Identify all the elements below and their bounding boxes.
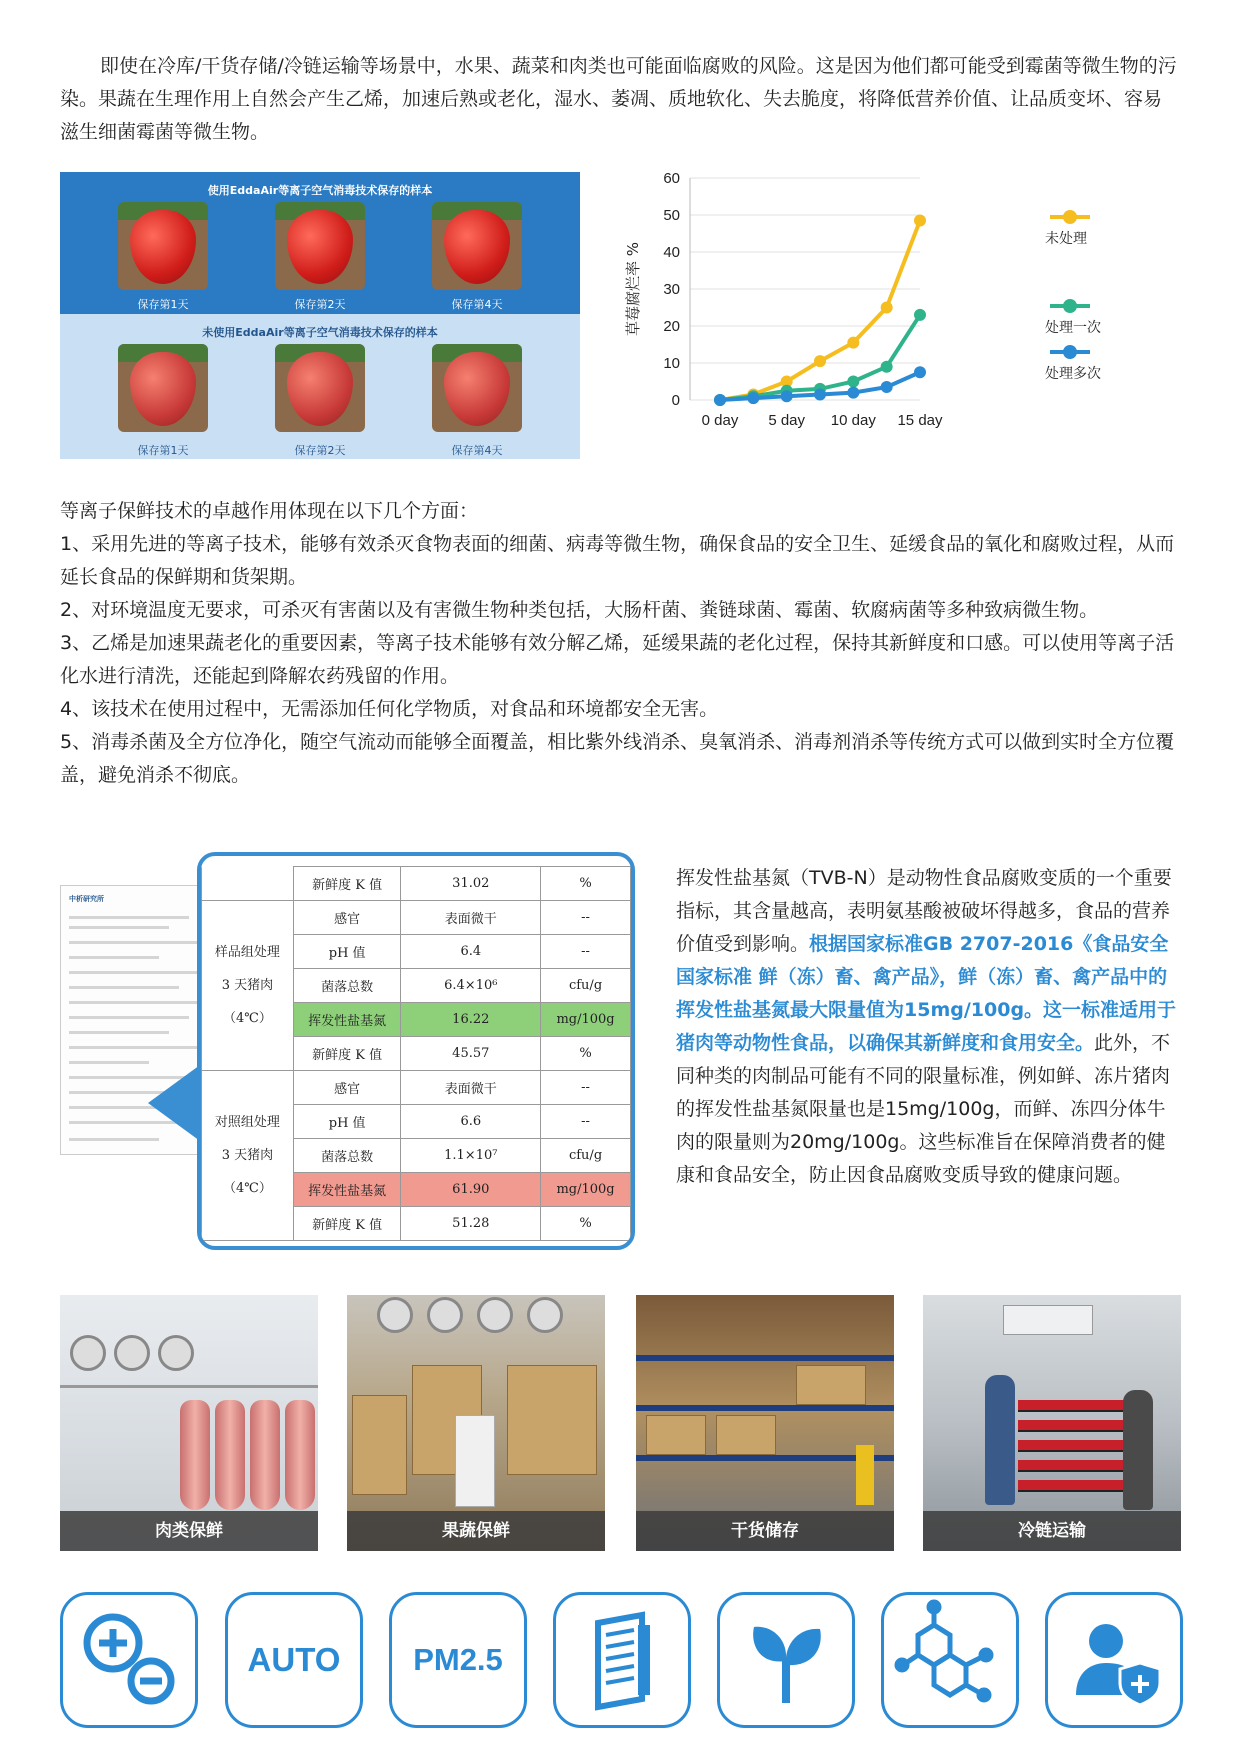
x-tick-label: 10 day (830, 412, 876, 429)
group-label-control (202, 1071, 294, 1241)
table-cell: 菌落总数 (293, 1139, 401, 1173)
y-tick-label: 30 (663, 281, 680, 298)
photo-caption: 冷链运输 (923, 1511, 1181, 1551)
strawberry-image (118, 202, 208, 290)
y-tick-label: 50 (663, 207, 680, 224)
tvbn-detail: 此外，不同种类的肉制品可能有不同的限量标准，例如鲜、冻片猪肉的挥发性盐基氮限量也是15mg/100g，而鲜、冻四分体牛肉的限量则为20mg/100g。这些标准旨在保障消费者的健康和食品安全，防止因食品腐败变质导致的健康问题。 (676, 1032, 1171, 1186)
table-cell: % (541, 1207, 631, 1241)
y-axis-label: 草莓腐烂率 % (624, 241, 642, 337)
data-point (747, 392, 759, 404)
table-cell: mg/100g (541, 1003, 631, 1037)
strawberry-image (275, 202, 365, 290)
y-tick-label: 10 (663, 355, 680, 372)
table-cell: 菌落总数 (293, 969, 401, 1003)
y-tick-label: 60 (663, 170, 680, 187)
photo-dry-goods-storage (636, 1295, 894, 1551)
tvbn-intro: 挥发性盐基氮（TVB-N）是动物性食品腐败变质的一个重要指标，其含量越高，表明氨基酸被破坏得越多，食品的营养价值受到影响。 (676, 867, 1172, 955)
user-shield-icon (1045, 1592, 1183, 1728)
table-cell: 感官 (293, 901, 401, 935)
data-point (914, 366, 926, 378)
group-line: 样品组处理 (214, 945, 280, 960)
day-label: 保存第1天 (137, 444, 189, 457)
treated-panel (60, 172, 580, 314)
table-cell: -- (541, 935, 631, 969)
list-heading: 等离子保鲜技术的卓越作用体现在以下几个方面： (60, 500, 479, 522)
table-cell: -- (541, 1105, 631, 1139)
photo-caption: 果蔬保鲜 (347, 1511, 605, 1551)
table-cell: cfu/g (541, 969, 631, 1003)
list-item: 1、采用先进的等离子技术，能够有效杀灭食物表面的细菌、病毒等微生物，确保食品的安全卫生、延缓食品的氧化和腐败过程，从而延长食品的保鲜期和货架期。 (60, 533, 1175, 588)
legend-marker (1063, 210, 1077, 224)
strawberry-image (118, 344, 208, 432)
legend-marker (1063, 345, 1077, 359)
x-tick-label: 15 day (897, 412, 943, 429)
rot-rate-line-chart (620, 160, 1140, 460)
data-point (881, 302, 893, 314)
benefit-list (60, 528, 1180, 792)
leaf-icon (717, 1592, 855, 1728)
data-point (714, 394, 726, 406)
strawberry-image (275, 344, 365, 432)
table-cell: 挥发性盐基氮 (293, 1003, 401, 1037)
tvbn-text (676, 862, 1181, 1192)
intro-paragraph: 即使在冷库/干货存储/冷链运输等场景中，水果、蔬菜和肉类也可能面临腐败的风险。这是因为他们都可能受到霉菌等微生物的污染。果蔬在生理作用上自然会产生乙烯，加速后熟或老化，湿水、萎凋、质地软化、失去脆度，将降低营养价值、让品质变坏、容易滋生细菌霉菌等微生物。 (60, 55, 1177, 143)
table-cell: 挥发性盐基氮 (293, 1173, 401, 1207)
table-cell: mg/100g (541, 1173, 631, 1207)
y-tick-label: 40 (663, 244, 680, 261)
table-cell: -- (541, 901, 631, 935)
report-logo: 中析研究所 (69, 895, 104, 903)
day-label: 保存第2天 (294, 444, 346, 457)
table-row (202, 867, 631, 901)
table-cell: 51.28 (401, 1207, 541, 1241)
treated-caption: 使用EddaAir等离子空气消毒技术保存的样本 (207, 184, 433, 197)
photo-meat-storage (60, 1295, 318, 1551)
data-point (781, 390, 793, 402)
table-cell: 6.4 (401, 935, 541, 969)
filter-icon (553, 1592, 691, 1728)
photo-caption: 干货储存 (636, 1511, 894, 1551)
table-row (202, 901, 631, 935)
group-line: （4℃） (223, 1181, 272, 1196)
table-cell: pH 值 (293, 935, 401, 969)
group-line: 3 天猪肉 (221, 1148, 274, 1163)
table-cell: 6.4×10⁶ (401, 969, 541, 1003)
data-point (881, 381, 893, 393)
data-point (881, 361, 893, 373)
pointer-arrow (148, 1065, 200, 1141)
table-cell: 31.02 (401, 867, 541, 901)
data-point (847, 337, 859, 349)
photo-caption: 肉类保鲜 (60, 1511, 318, 1551)
strawberry-image (432, 344, 522, 432)
data-point (847, 387, 859, 399)
photo-cold-chain (923, 1295, 1181, 1551)
table-cell: 61.90 (401, 1173, 541, 1207)
group-line: （4℃） (223, 1011, 272, 1026)
untreated-caption: 未使用EddaAir等离子空气消毒技术保存的样本 (202, 326, 438, 339)
y-tick-label: 20 (663, 318, 680, 335)
table-cell: 16.22 (401, 1003, 541, 1037)
x-tick-label: 5 day (768, 412, 806, 429)
table-cell: pH 值 (293, 1105, 401, 1139)
legend-label: 未处理 (1045, 231, 1087, 247)
table-cell: 45.57 (401, 1037, 541, 1071)
data-point (914, 309, 926, 321)
day-label: 保存第4天 (451, 444, 503, 457)
strawberry-comparison (60, 172, 580, 459)
group-label-sample (202, 901, 294, 1071)
table-row (202, 1071, 631, 1105)
table-cell: 感官 (293, 1071, 401, 1105)
auto-label: AUTO (247, 1641, 341, 1678)
data-point (914, 215, 926, 227)
data-point (814, 355, 826, 367)
strawberry-image (432, 202, 522, 290)
day-label: 保存第1天 (137, 298, 189, 311)
list-item: 2、对环境温度无要求，可杀灭有害菌以及有害微生物种类包括，大肠杆菌、粪链球菌、霉菌、软腐病菌等多种致病微生物。 (60, 599, 1099, 621)
table-cell: 表面微干 (401, 1071, 541, 1105)
x-tick-label: 0 day (701, 412, 739, 429)
plus-minus-icon (60, 1592, 198, 1728)
y-tick-label: 0 (671, 392, 680, 409)
data-point (847, 376, 859, 388)
report-table (201, 866, 631, 1241)
report-table-box (197, 852, 635, 1250)
table-cell: % (541, 1037, 631, 1071)
group-line: 3 天猪肉 (221, 978, 274, 993)
molecule-icon (881, 1592, 1019, 1728)
table-cell: 表面微干 (401, 901, 541, 935)
pm25-icon (389, 1592, 527, 1728)
group-line: 对照组处理 (214, 1115, 280, 1130)
pm25-label: PM2.5 (413, 1642, 503, 1677)
tvbn-standard: 根据国家标准GB 2707-2016《食品安全国家标准 鲜（冻）畜、禽产品》，鲜（冻）畜、禽产品中的挥发性盐基氮最大限量值为15mg/100g。这一标准适用于猪肉等动物性食品，以确保其新鲜度和食用安全。 (676, 933, 1177, 1054)
table-cell: 新鲜度 K 值 (293, 1207, 401, 1241)
legend-label: 处理一次 (1045, 320, 1101, 336)
table-cell: 新鲜度 K 值 (293, 867, 401, 901)
table-cell: 6.6 (401, 1105, 541, 1139)
untreated-panel (60, 314, 580, 459)
table-cell: 1.1×10⁷ (401, 1139, 541, 1173)
legend-marker (1063, 299, 1077, 313)
day-label: 保存第2天 (294, 298, 346, 311)
auto-icon (225, 1592, 363, 1728)
table-cell: % (541, 867, 631, 901)
table-cell: cfu/g (541, 1139, 631, 1173)
day-label: 保存第4天 (451, 298, 503, 311)
table-cell: -- (541, 1071, 631, 1105)
data-point (814, 388, 826, 400)
list-item: 5、消毒杀菌及全方位净化，随空气流动而能够全面覆盖，相比紫外线消杀、臭氧消杀、消毒剂消杀等传统方式可以做到实时全方位覆盖，避免消杀不彻底。 (60, 731, 1175, 786)
photo-fruit-storage (347, 1295, 605, 1551)
legend-label: 处理多次 (1045, 366, 1101, 382)
list-item: 3、乙烯是加速果蔬老化的重要因素，等离子技术能够有效分解乙烯，延缓果蔬的老化过程，保持其新鲜度和口感。可以使用等离子活化水进行清洗，还能起到降解农药残留的作用。 (60, 632, 1175, 687)
table-cell: 新鲜度 K 值 (293, 1037, 401, 1071)
list-item: 4、该技术在使用过程中，无需添加任何化学物质，对食品和环境都安全无害。 (60, 698, 719, 720)
